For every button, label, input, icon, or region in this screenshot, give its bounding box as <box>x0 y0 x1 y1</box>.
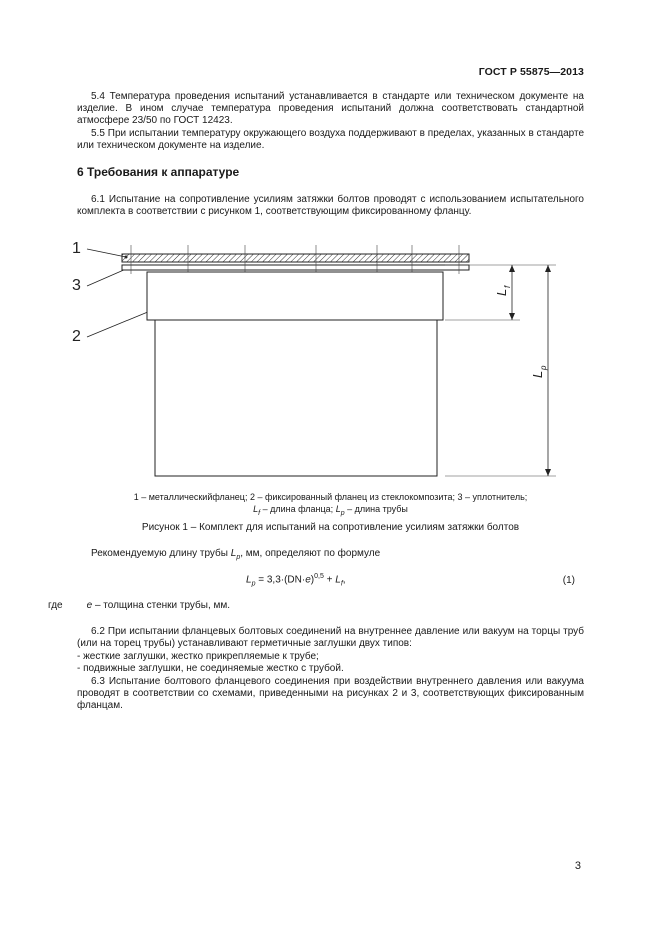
paragraph-6-1: 6.1 Испытание на сопротивление усилиям затяжки болтов проводят с использованием испытательного комплекта в соответствии с рисунком 1, соответствующим фиксированному фланцу. <box>77 194 584 218</box>
page-number: 3 <box>574 860 581 872</box>
formula-1: $L_p = 3,3\cdot(DN\cdot e)^{0,5} + L_f$, <box>246 573 346 588</box>
figure-legend-line-1: 1 – металлическийфланец; 2 – фиксированный фланец из стеклокомпозита; 3 – уплотнитель; <box>133 492 528 502</box>
dimension-lp-label: L <box>530 370 545 378</box>
where-clause: где e – толщина стенки трубы, мм. <box>48 600 231 611</box>
dimension-lf-sub: f <box>503 285 512 288</box>
leader-line-3 <box>87 269 126 286</box>
formula-intro: Рекомендуемую длину трубы $L_p$, мм, определяют по формуле <box>91 548 381 561</box>
document-header: ГОСТ Р 55875—2013 <box>478 66 584 78</box>
dimension-lf-label: L <box>494 288 509 296</box>
paragraph-6-2: 6.2 При испытании фланцевых болтовых соединений на внутреннее давление или вакуум на торцы труб (или на торец трубы) устанавливают герметичные заглушки двух типов: <box>77 626 584 650</box>
figure-1-drawing <box>0 230 661 485</box>
gasket <box>122 265 469 270</box>
section-title-6: 6 Требования к аппаратуре <box>77 165 240 179</box>
fixed-flange <box>147 272 443 320</box>
metal-flange <box>122 254 469 262</box>
figure-legend-line-2: $L_f$ – длина фланца; $L_p$ – длина трубы <box>253 504 408 517</box>
label-1: 1 <box>72 240 81 257</box>
label-3: 3 <box>72 277 81 294</box>
paragraph-6-3: 6.3 Испытание болтового фланцевого соединения при воздействии внутреннего давления или вакуума проводят в соответствии со схемами, приведенными на рисунках 2 и 3, соответствующих фиксированным фланцам. <box>77 676 584 712</box>
leader-line-1 <box>87 249 126 257</box>
paragraph-5-5: 5.5 При испытании температуру окружающего воздуха поддерживают в пределах, указанных в стандарте или техническом документе на изделие. <box>77 128 584 152</box>
figure-caption: Рисунок 1 – Комплект для испытаний на сопротивление усилиям затяжки болтов <box>141 522 520 533</box>
equation-number: (1) <box>562 575 575 586</box>
label-2: 2 <box>72 328 81 345</box>
dimension-lp-sub: p <box>539 365 548 370</box>
paragraph-5-4: 5.4 Температура проведения испытаний устанавливается в стандарте или техническом документе на изделие. В ином случае температура проведения испытаний должна соответствовать стандартной атмосфере 23/50 по ГОСТ 12423. <box>77 91 584 127</box>
list-item-1: - жесткие заглушки, жестко прикрепляемые к трубе; <box>77 651 319 662</box>
list-item-2: - подвижные заглушки, не соединяемые жестко с трубой. <box>77 663 344 674</box>
pipe <box>155 320 437 476</box>
